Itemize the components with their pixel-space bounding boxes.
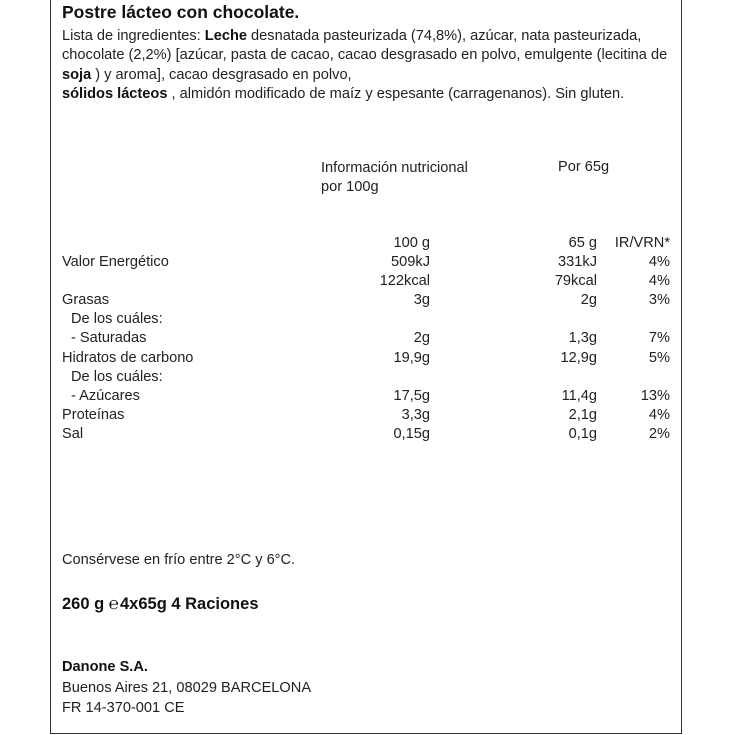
nutrient-value-portion: 79kcal — [554, 273, 597, 290]
nutrient-label: De los cuáles: — [71, 311, 163, 328]
nutrient-label: De los cuáles: — [71, 368, 163, 385]
column-label-portion: 65 g — [568, 235, 597, 251]
nutrient-value-portion: 331kJ — [558, 254, 597, 270]
nutrient-value-ir: 4% — [648, 406, 670, 423]
company-address: Buenos Aires 21, 08029 BARCELONA — [62, 679, 312, 696]
nutrient-value-portion: 2g — [580, 292, 597, 309]
nutrient-label: Sal — [62, 425, 84, 442]
nutrient-value-ir: 5% — [648, 349, 670, 366]
column-label-ir: IR/VRN* — [614, 235, 670, 251]
ingredients-text-3: , almidón modificado de maíz y espesante (carragenanos). Sin gluten. — [171, 85, 625, 102]
nutrient-value-100g: 3g — [413, 292, 430, 309]
estimated-sign-icon: ℮ — [108, 594, 119, 613]
allergen-solidos-lacteos: sólidos lácteos — [62, 85, 168, 102]
nutrient-value-100g: 0,15g — [393, 425, 430, 442]
ingredients-list — [62, 27, 672, 104]
health-mark-code: FR 14-370-001 CE — [62, 700, 185, 716]
ingredients-label: Lista de ingredientes: — [62, 28, 201, 44]
nutrition-header-100g: Información nutricional por 100g — [321, 160, 468, 195]
nutrient-label: Grasas — [62, 292, 110, 309]
nutrient-value-ir: 2% — [648, 425, 670, 442]
nutrition-header-portion: Por 65g — [558, 159, 610, 175]
nutrient-value-ir: 3% — [648, 292, 670, 309]
allergen-leche: Leche — [204, 28, 247, 44]
nutrient-label: - Saturadas — [71, 330, 147, 347]
nutrient-label: - Azúcares — [71, 387, 140, 404]
label-border — [50, 0, 682, 734]
company-name: Danone S.A. — [62, 659, 148, 675]
ingredients-text-2: ) y aroma], cacao desgrasado en polvo, — [95, 66, 352, 83]
nutrient-value-ir: 4% — [648, 273, 670, 290]
nutrient-label: Proteínas — [62, 406, 125, 423]
nutrient-label: Valor Energético — [62, 254, 169, 270]
nutrient-value-ir: 7% — [648, 330, 670, 347]
nutrient-value-100g: 2g — [413, 330, 430, 347]
storage-instructions: Consérvese en frío entre 2°C y 6°C. — [62, 552, 296, 568]
nutrient-value-ir: 13% — [640, 387, 670, 404]
nutrient-value-portion: 12,9g — [560, 349, 597, 366]
nutrient-value-100g: 509kJ — [391, 254, 430, 270]
nutrient-label: Hidratos de carbono — [62, 349, 194, 366]
allergen-soja: soja — [62, 66, 92, 83]
net-weight-value: 260 g — [62, 595, 105, 613]
nutrient-value-100g: 122kcal — [379, 273, 430, 290]
portions-text: 4x65g 4 Raciones — [120, 595, 259, 613]
company-info — [62, 657, 311, 719]
column-label-100g: 100 g — [393, 235, 430, 251]
net-weight — [62, 594, 259, 614]
nutrient-value-100g: 19,9g — [393, 349, 430, 366]
nutrient-value-portion: 1,3g — [568, 330, 597, 347]
ingredients-text-1: desnatada pasteurizada (74,8%), azúcar, nata pasteurizada, chocolate (2,2%) [azúcar, pasta de cacao, cacao desgrasado en polvo, emulgente (lecitina de — [62, 28, 668, 64]
nutrient-value-portion: 2,1g — [568, 406, 597, 423]
nutrient-value-100g: 17,5g — [393, 387, 430, 404]
nutrient-value-portion: 11,4g — [561, 387, 597, 404]
nutrient-value-100g: 3,3g — [401, 406, 430, 423]
nutrient-value-ir: 4% — [648, 254, 670, 270]
nutrient-value-portion: 0,1g — [568, 425, 597, 442]
product-title: Postre lácteo con chocolate. — [62, 2, 300, 22]
